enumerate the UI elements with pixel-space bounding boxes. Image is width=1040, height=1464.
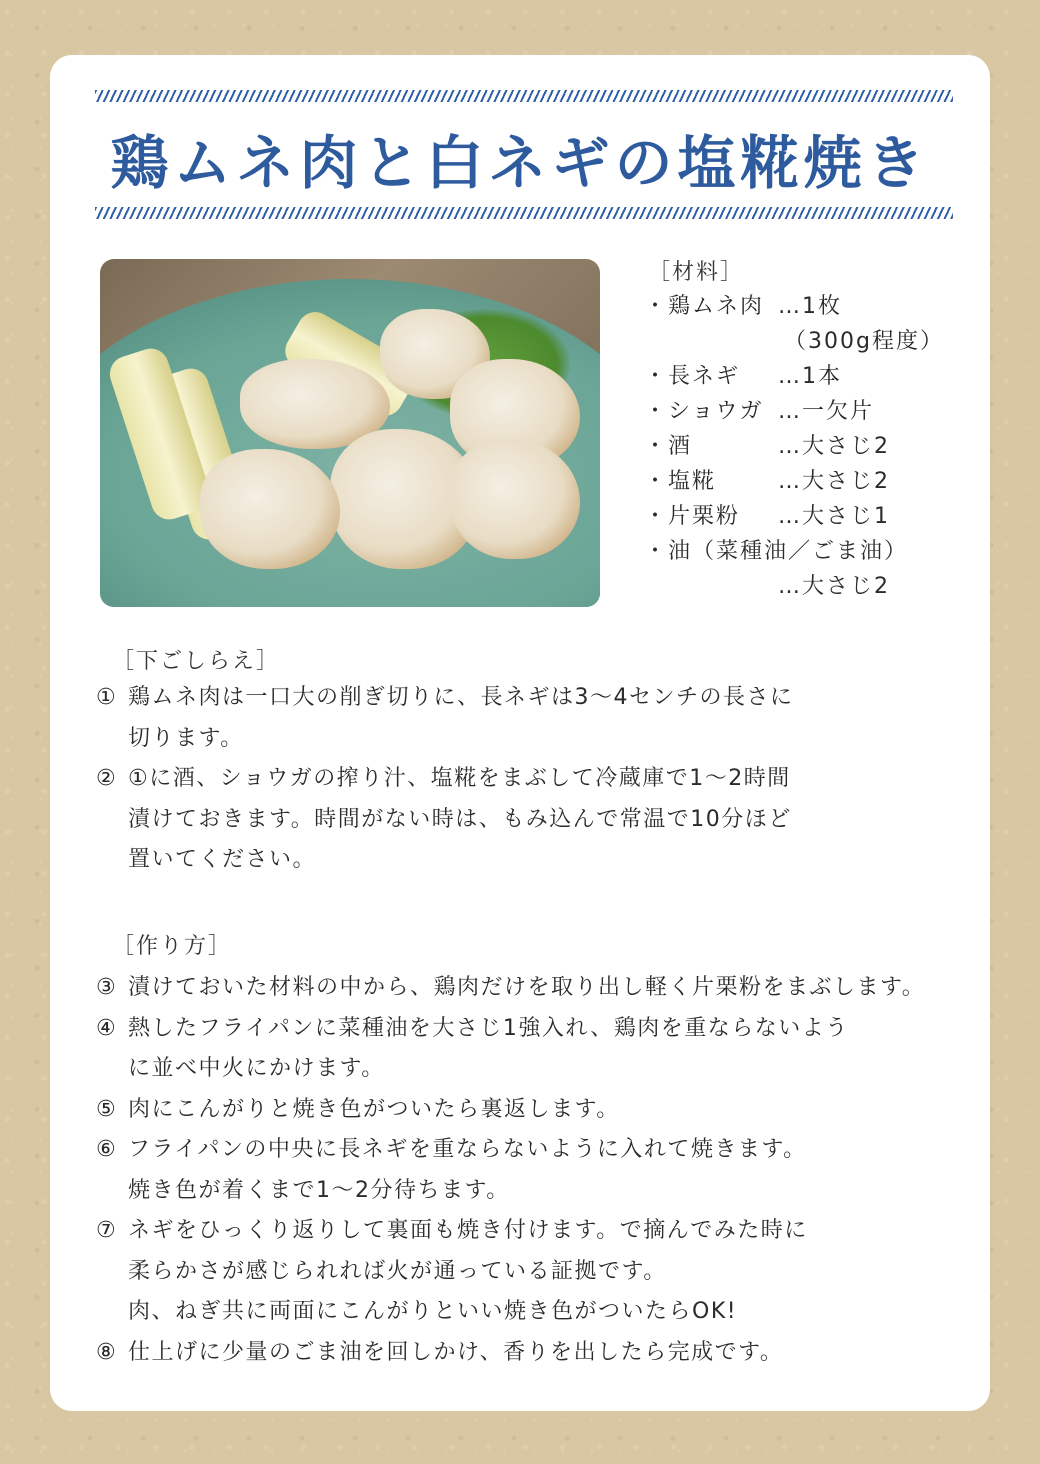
step-number: ③ (96, 975, 118, 1000)
step-text: 仕上げに少量のごま油を回しかけ、香りを出したら完成です。 (128, 1339, 784, 1365)
ingredient-name: ・塩糀 (644, 469, 717, 494)
step-text: 漬けておいた材料の中から、鶏肉だけを取り出し軽く片栗粉をまぶします。 (128, 975, 926, 1000)
step-text: ネギをひっくり返りして裏面も焼き付けます。で摘んでみた時に (128, 1218, 808, 1243)
ingredient-qty: …大さじ2 (778, 434, 890, 459)
method-step (96, 1130, 976, 1211)
ingredient-name: ・片栗粉 (644, 504, 741, 529)
method-step (96, 968, 976, 1009)
step-number: ⑥ (96, 1137, 118, 1162)
ingredient-qty: …1本 (778, 364, 842, 389)
title-top-stripe (95, 90, 953, 102)
step-text: ①に酒、ショウガの搾り汁、塩糀をまぶして冷蔵庫で1～2時間 (128, 766, 791, 791)
ingredient-name: ・ショウガ (644, 399, 764, 424)
step-text: 切ります。 (128, 725, 244, 751)
step-number: ① (96, 685, 118, 710)
ingredient-name: ・油（菜種油／ごま油） (644, 539, 909, 564)
method-step (96, 1211, 976, 1333)
step-number: ⑤ (96, 1096, 118, 1122)
ingredient-row (644, 534, 974, 569)
ingredient-name: ・酒 (644, 434, 693, 459)
ingredient-qty: …大さじ1 (778, 504, 890, 529)
step-text: 熱したフライパンに菜種油を大さじ1強入れ、鶏肉を重ならないよう (128, 1015, 849, 1041)
step-number: ⑦ (96, 1218, 118, 1243)
ingredient-row (644, 359, 974, 394)
ingredient-qty: …一欠片 (778, 399, 875, 424)
step-text: 置いてください。 (128, 847, 317, 872)
title-bottom-stripe (95, 207, 953, 219)
ingredient-row (644, 394, 974, 429)
ingredient-qty: …大さじ2 (778, 574, 890, 599)
step-text: 柔らかさが感じられれば火が通っている証拠です。 (128, 1258, 667, 1284)
step-text: 鶏ムネ肉は一口大の削ぎ切りに、長ネギは3～4センチの長さに (128, 685, 794, 710)
step-text: 肉、ねぎ共に両面にこんがりといい焼き色がついたらOK! (128, 1299, 738, 1324)
ingredient-row (644, 429, 974, 464)
prep-step (96, 759, 976, 881)
ingredients-list (644, 289, 974, 604)
ingredient-row (644, 499, 974, 534)
recipe-card (50, 55, 990, 1411)
ingredient-row (644, 464, 974, 499)
ingredient-name: ・鶏ムネ肉 (644, 294, 765, 319)
step-text: 肉にこんがりと焼き色がついたら裏返します。 (128, 1096, 620, 1122)
step-text: に並べ中火にかけます。 (128, 1056, 385, 1081)
method-steps (96, 968, 976, 1373)
method-step (96, 1090, 976, 1131)
ingredient-row (644, 324, 974, 359)
dish-photo (100, 259, 600, 607)
step-text: フライパンの中央に長ネギを重ならないように入れて焼きます。 (128, 1137, 807, 1162)
step-text: 焼き色が着くまで1～2分待ちます。 (128, 1177, 510, 1203)
method-step (96, 1009, 976, 1090)
step-number: ② (96, 766, 118, 791)
ingredients-heading: ［材料］ (648, 260, 745, 285)
ingredient-row (644, 569, 974, 604)
step-number: ⑧ (96, 1339, 118, 1365)
ingredient-qty: （300g程度） (784, 329, 944, 354)
step-text: 漬けておきます。時間がない時は、もみ込んで常温で10分ほど (128, 806, 792, 832)
method-step (96, 1333, 976, 1374)
method-heading: ［作り方］ (112, 934, 233, 959)
prep-heading: ［下ごしらえ］ (112, 649, 281, 674)
prep-step (96, 678, 976, 759)
ingredient-qty: …1枚 (778, 294, 842, 319)
ingredient-qty: …大さじ2 (778, 469, 890, 494)
step-number: ④ (96, 1015, 118, 1041)
ingredient-name: ・長ネギ (644, 364, 741, 389)
ingredient-row (644, 289, 974, 324)
recipe-title: 鶏ムネ肉と白ネギの塩糀焼き (110, 129, 930, 197)
prep-steps (96, 678, 976, 881)
